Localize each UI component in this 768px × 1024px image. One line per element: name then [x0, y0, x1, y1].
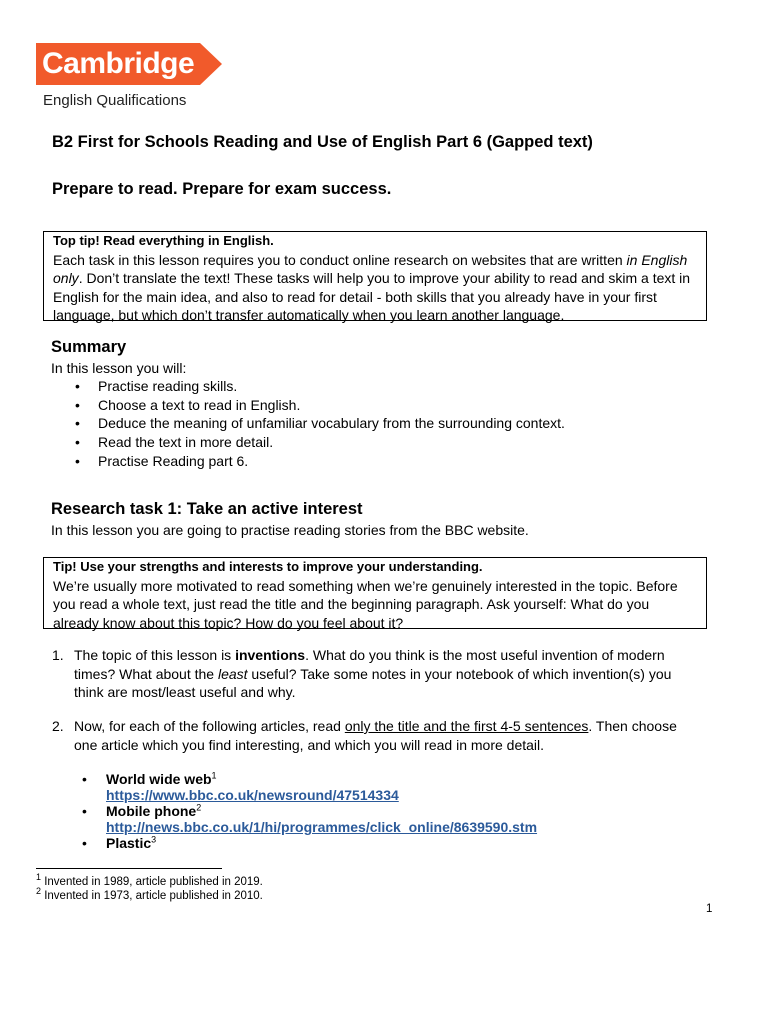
article-title: Plastic — [106, 835, 152, 851]
article-item: • Mobile phone$^2$ http://news.bbc.co.uk/1/hi/programmes/click_online/8639590.stm — [82, 802, 538, 835]
footnote: $^2$ Invented in 1973, article published in 2010. — [36, 886, 263, 902]
article-title: World wide web — [106, 771, 212, 787]
footnote-divider — [36, 868, 222, 869]
list-item: • Choose a text to read in English. — [52, 396, 565, 415]
research-heading: Research task 1: Take an active interest — [51, 500, 363, 518]
article-link[interactable]: http://news.bbc.co.uk/1/hi/programmes/click_online/8639590.stm — [106, 819, 538, 835]
top-tip-heading: Top tip! Read everything in English. — [53, 233, 274, 248]
question-1: 1. The topic of this lesson is inventions. What do you think is the most useful invention of modern times? What about the least useful? Take some notes in your notebook of which invention(s) you think are most/least useful and why. — [52, 647, 672, 700]
article-item: • Plastic$^3$ — [82, 834, 157, 851]
logo-subtitle: English Qualifications — [43, 92, 187, 109]
cambridge-logo-text: Cambridge — [42, 47, 195, 80]
page-number: 1 — [706, 903, 713, 915]
summary-list — [52, 377, 565, 470]
article-item: • World wide web$^1$ https://www.bbc.co.uk/newsround/47514334 — [82, 770, 399, 803]
summary-intro: In this lesson you will: — [51, 360, 187, 376]
tip-text: We’re usually more motivated to read something when we’re genuinely interested in the topic. Before you read a whole text, just read the title and the beginning paragraph. Ask yourself: What do you already know about this topic? How do you feel about it? — [53, 577, 678, 631]
list-item: • Practise reading skills. — [52, 377, 565, 396]
article-title: Mobile phone — [106, 803, 197, 819]
list-item: • Practise Reading part 6. — [52, 452, 565, 471]
top-tip-text: Each task in this lesson requires you to conduct online research on websites that are written in English only. Don’t translate the text! These tasks will help you to improve your ability to read and skim a text in English for the main idea, and also to read for detail - both skills that you already have in your first language, but which don’t transfer automatically when you learn another language. — [53, 251, 691, 323]
question-number: 1. — [52, 647, 64, 663]
question-number: 2. — [52, 718, 64, 734]
footnote-ref: 3 — [151, 834, 157, 845]
top-tip-box — [43, 231, 707, 321]
research-intro: In this lesson you are going to practise reading stories from the BBC website. — [51, 522, 529, 538]
footnote: $^1$ Invented in 1989, article published in 2019. — [36, 872, 263, 888]
page-subtitle: Prepare to read. Prepare for exam success. — [52, 180, 392, 198]
footnote-ref: 1 — [211, 770, 217, 781]
list-item: • Read the text in more detail. — [52, 433, 565, 452]
page-title: B2 First for Schools Reading and Use of English Part 6 (Gapped text) — [52, 133, 593, 151]
list-item: • Deduce the meaning of unfamiliar vocabulary from the surrounding context. — [52, 414, 565, 433]
article-link[interactable]: https://www.bbc.co.uk/newsround/47514334 — [106, 787, 399, 803]
question-2: 2. Now, for each of the following articles, read only the title and the first 4-5 sentences. Then choose one article which you find interesting, and which you will read in more detail. — [52, 718, 677, 753]
footnote-ref: 2 — [196, 802, 202, 813]
tip-heading: Tip! Use your strengths and interests to improve your understanding. — [53, 559, 483, 574]
tip-box — [43, 557, 707, 629]
summary-heading: Summary — [51, 338, 127, 356]
